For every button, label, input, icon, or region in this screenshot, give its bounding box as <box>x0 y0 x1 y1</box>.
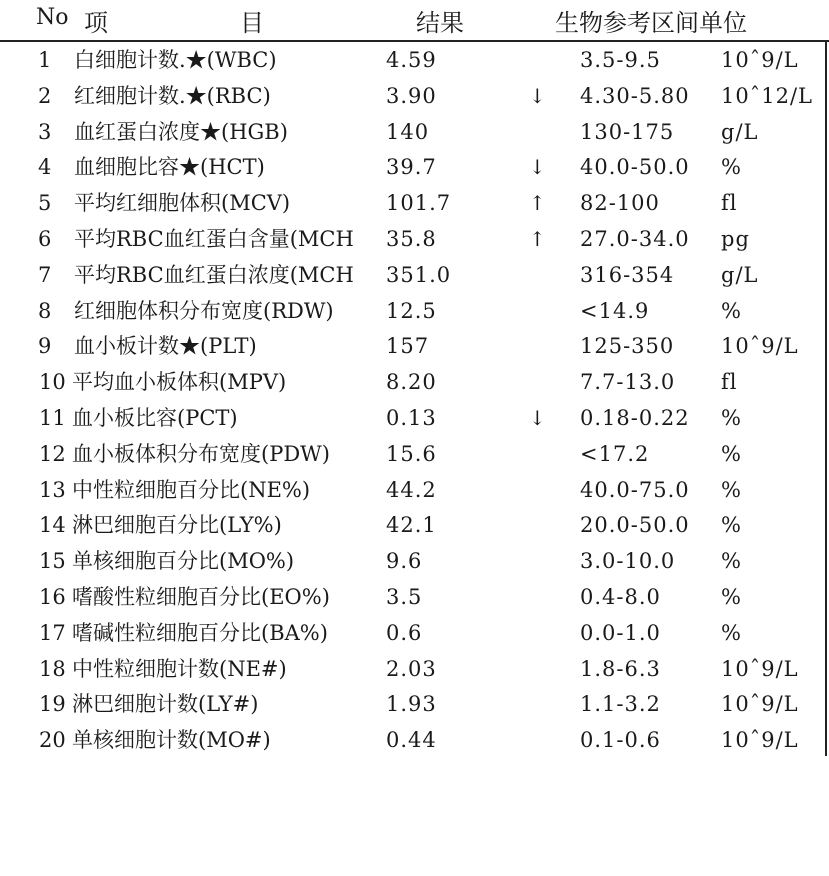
test-name: 中性粒细胞计数(NE#) <box>72 656 287 681</box>
test-result: 9.6 <box>386 549 423 574</box>
table-row <box>0 293 829 329</box>
table-row <box>0 543 829 579</box>
reference-range: 0.1-0.6 <box>580 728 661 753</box>
result-unit: g/L <box>721 262 759 287</box>
test-result: 35.8 <box>386 226 437 251</box>
result-unit: % <box>721 549 742 574</box>
test-name: 血小板比容(PCT) <box>72 405 238 430</box>
table-row <box>0 185 829 221</box>
result-unit: fl <box>721 370 738 395</box>
test-result: 1.93 <box>386 692 437 717</box>
reference-range: 0.4-8.0 <box>580 584 661 609</box>
test-result: 157 <box>386 334 430 359</box>
abnormal-flag: ↑ <box>529 191 546 216</box>
report-footer <box>0 846 829 876</box>
result-unit: 10ˆ9/L <box>721 728 799 753</box>
result-unit: 10ˆ9/L <box>721 334 799 359</box>
reference-range: 1.1-3.2 <box>580 692 661 717</box>
table-row <box>0 114 829 150</box>
table-row <box>0 507 829 543</box>
test-result: 44.2 <box>386 477 437 502</box>
table-row <box>0 615 829 651</box>
test-result: 39.7 <box>386 155 437 180</box>
row-number: 13 <box>39 477 66 502</box>
table-row <box>0 328 829 364</box>
row-number: 11 <box>39 405 66 430</box>
result-unit: fl <box>721 191 738 216</box>
test-result: 12.5 <box>386 298 437 323</box>
table-row <box>0 42 829 78</box>
header-item-b: 目 <box>240 9 264 37</box>
results-table <box>0 42 829 758</box>
result-unit: % <box>721 513 742 538</box>
row-number: 18 <box>39 656 66 681</box>
header-reference: 生物参考区间单位 <box>555 9 747 37</box>
test-name: 白细胞计数.★(WBC) <box>74 48 277 72</box>
reference-range: 7.7-13.0 <box>580 370 676 395</box>
row-number: 7 <box>38 262 52 287</box>
abnormal-flag: ↑ <box>529 226 546 251</box>
abnormal-flag: ↓ <box>529 155 546 180</box>
reference-range: 82-100 <box>580 191 660 216</box>
row-number: 8 <box>38 298 52 323</box>
result-unit: 10ˆ9/L <box>721 692 799 717</box>
table-row <box>0 436 829 472</box>
result-unit: % <box>721 441 742 466</box>
table-row <box>0 149 829 185</box>
table-row <box>0 651 829 687</box>
reference-range: 1.8-6.3 <box>580 656 661 681</box>
result-unit: 10ˆ12/L <box>721 83 813 108</box>
test-result: 351.0 <box>386 262 452 287</box>
test-name: 红细胞计数.★(RBC) <box>74 83 271 108</box>
test-result: 0.6 <box>386 620 423 645</box>
test-name: 平均RBC血红蛋白浓度(MCH <box>74 262 354 287</box>
reference-range: 0.0-1.0 <box>580 620 661 645</box>
reference-range: 125-350 <box>580 334 675 359</box>
reference-range: 3.0-10.0 <box>580 549 676 574</box>
header-item-a: 项 <box>84 9 108 37</box>
result-unit: g/L <box>721 119 759 144</box>
reference-range: 20.0-50.0 <box>580 513 690 538</box>
result-unit: % <box>721 620 742 645</box>
table-row <box>0 78 829 114</box>
row-number: 10 <box>39 370 66 395</box>
table-row <box>0 221 829 257</box>
row-number: 20 <box>39 728 66 753</box>
table-row <box>0 364 829 400</box>
test-result: 42.1 <box>386 513 437 538</box>
test-name: 嗜碱性粒细胞百分比(BA%) <box>72 620 328 645</box>
test-name: 淋巴细胞百分比(LY%) <box>72 513 282 538</box>
reference-range: <17.2 <box>580 441 650 466</box>
result-unit: 10ˆ9/L <box>721 656 799 681</box>
row-number: 15 <box>39 549 66 574</box>
abnormal-flag: ↓ <box>529 405 546 430</box>
row-number: 4 <box>38 155 52 180</box>
result-unit: % <box>721 477 742 502</box>
reference-range: 130-175 <box>580 119 675 144</box>
test-name: 血细胞比容★(HCT) <box>74 155 265 180</box>
row-number: 3 <box>38 119 52 144</box>
test-name: 淋巴细胞计数(LY#) <box>72 692 259 717</box>
table-row <box>0 722 829 758</box>
row-number: 6 <box>38 226 52 251</box>
table-row <box>0 400 829 436</box>
reference-range: 0.18-0.22 <box>580 405 690 430</box>
test-result: 2.03 <box>386 656 437 681</box>
test-result: 3.5 <box>386 584 423 609</box>
reference-range: 40.0-50.0 <box>580 155 690 180</box>
reference-range: 3.5-9.5 <box>580 48 661 72</box>
test-name: 单核细胞百分比(MO%) <box>72 549 295 574</box>
reference-range: <14.9 <box>580 298 650 323</box>
test-result: 3.90 <box>386 83 437 108</box>
test-result: 8.20 <box>386 370 437 395</box>
test-name: 嗜酸性粒细胞百分比(EO%) <box>72 584 330 609</box>
table-row <box>0 257 829 293</box>
reference-range: 4.30-5.80 <box>580 83 690 108</box>
row-number: 19 <box>39 692 66 717</box>
table-row <box>0 472 829 508</box>
test-result: 140 <box>386 119 430 144</box>
test-name: 红细胞体积分布宽度(RDW) <box>74 298 334 323</box>
test-result: 15.6 <box>386 441 437 466</box>
test-name: 血小板计数★(PLT) <box>74 334 257 359</box>
result-unit: pg <box>721 226 750 251</box>
table-header <box>0 0 829 40</box>
reference-range: 27.0-34.0 <box>580 226 690 251</box>
row-number: 17 <box>39 620 66 645</box>
header-no: No <box>36 5 69 30</box>
row-number: 2 <box>38 83 52 108</box>
row-number: 12 <box>39 441 66 466</box>
row-number: 9 <box>38 334 52 359</box>
row-number: 5 <box>38 191 52 216</box>
reference-range: 40.0-75.0 <box>580 477 690 502</box>
result-unit: % <box>721 405 742 430</box>
abnormal-flag: ↓ <box>529 83 546 108</box>
test-name: 中性粒细胞百分比(NE%) <box>72 477 311 502</box>
test-name: 平均RBC血红蛋白含量(MCH <box>74 226 354 251</box>
table-row <box>0 686 829 722</box>
test-name: 平均红细胞体积(MCV) <box>74 191 291 216</box>
result-unit: % <box>721 155 742 180</box>
test-result: 0.44 <box>386 728 437 753</box>
test-result: 4.59 <box>386 48 437 72</box>
row-number: 1 <box>38 48 52 72</box>
header-result: 结果 <box>416 9 464 37</box>
result-unit: % <box>721 584 742 609</box>
test-name: 单核细胞计数(MO#) <box>72 728 271 753</box>
test-name: 血小板体积分布宽度(PDW) <box>72 441 330 466</box>
row-number: 16 <box>39 584 66 609</box>
reference-range: 316-354 <box>580 262 675 287</box>
table-row <box>0 579 829 615</box>
test-result: 0.13 <box>386 405 437 430</box>
test-result: 101.7 <box>386 191 452 216</box>
row-number: 14 <box>39 513 66 538</box>
test-name: 平均血小板体积(MPV) <box>72 370 287 395</box>
result-unit: % <box>721 298 742 323</box>
test-name: 血红蛋白浓度★(HGB) <box>74 119 288 144</box>
result-unit: 10ˆ9/L <box>721 48 799 72</box>
